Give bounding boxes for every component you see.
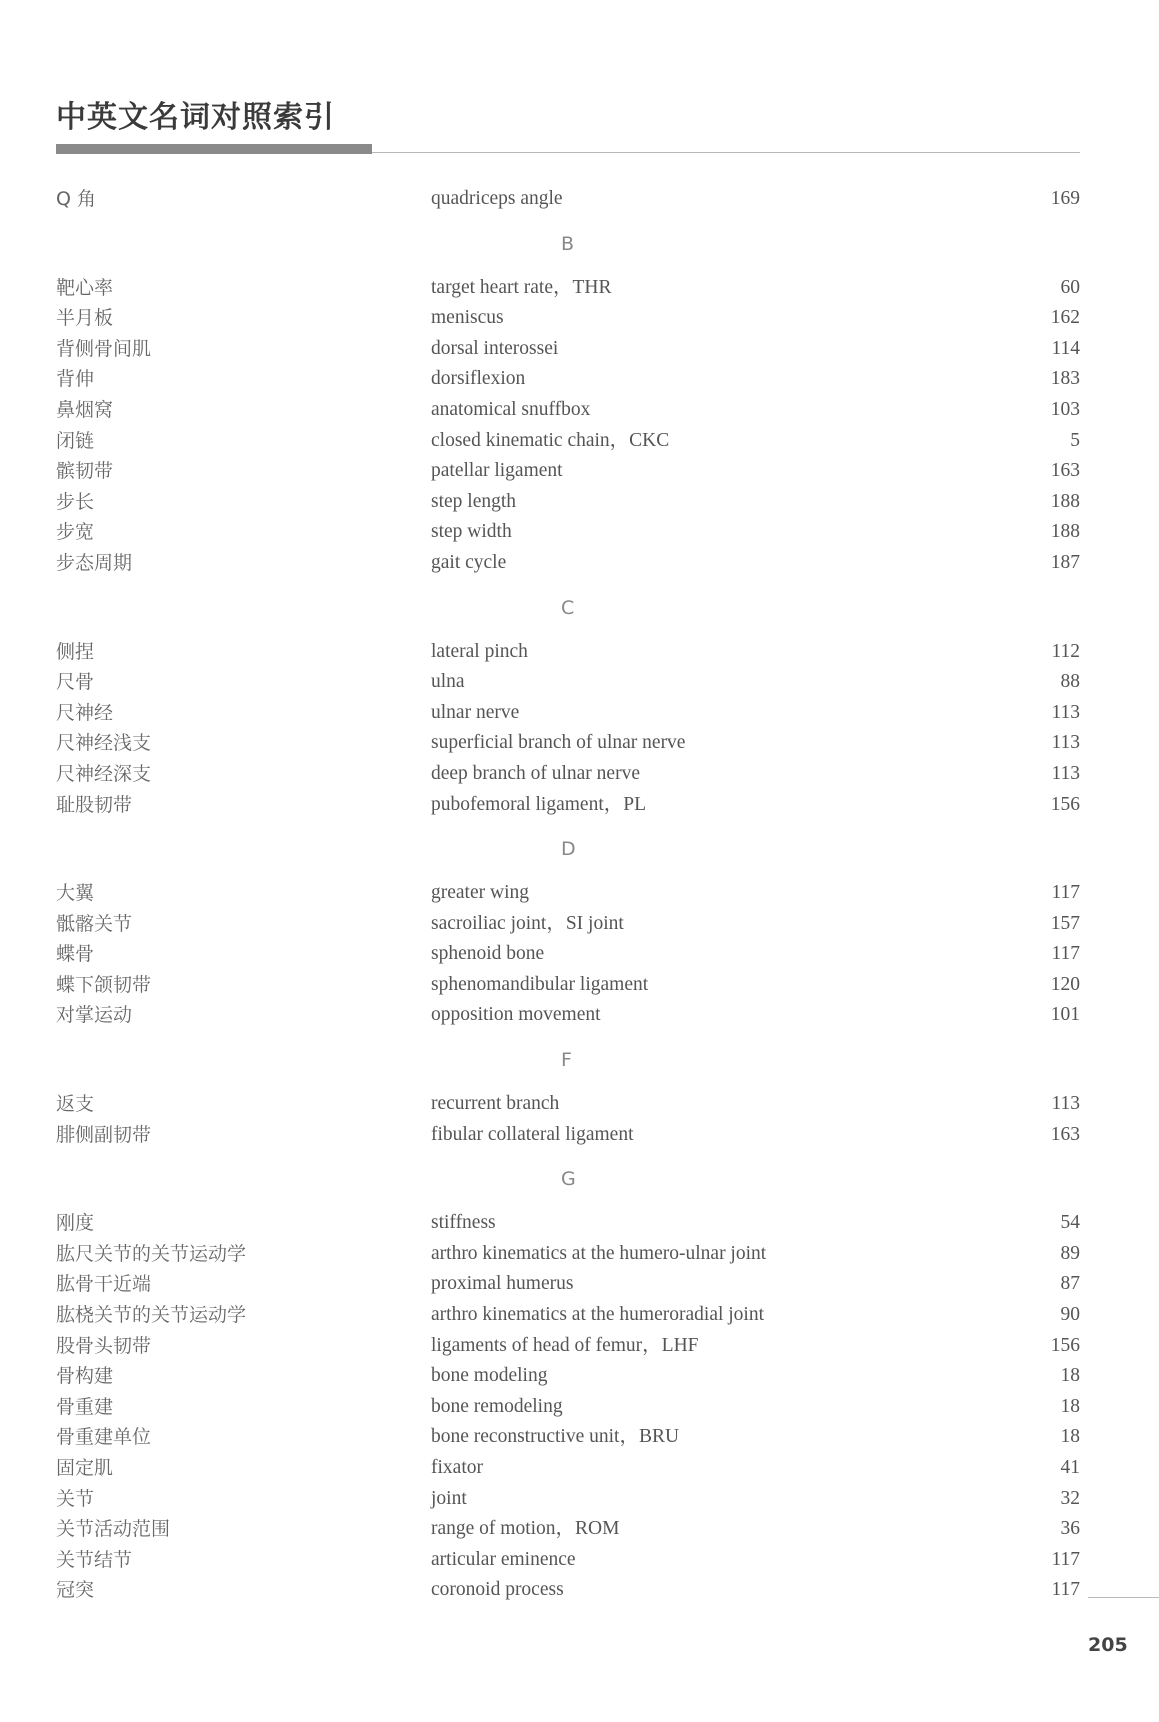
- entry-page-ref: 41: [1060, 1457, 1080, 1478]
- entry-chinese-term: 尺神经浅支: [56, 732, 152, 755]
- entry-page-ref: 157: [1050, 912, 1080, 934]
- entry-chinese-term: 返支: [56, 1093, 95, 1116]
- entry-chinese-term: 骨构建: [56, 1365, 114, 1388]
- index-entry: [56, 1239, 1080, 1270]
- index-entry: [56, 426, 1080, 457]
- entry-chinese-term: 尺神经: [56, 701, 114, 724]
- entry-page-ref: 113: [1051, 732, 1080, 754]
- entry-chinese-term: 肱骨干近端: [56, 1273, 152, 1296]
- entry-page-ref: 90: [1060, 1304, 1080, 1326]
- index-section: [56, 593, 1080, 835]
- entry-english-term: sphenomandibular ligament: [431, 973, 649, 995]
- entry-page-ref: 113: [1051, 1093, 1080, 1115]
- entry-english-term: ulnar nerve: [431, 701, 520, 723]
- entry-english-term: sphenoid bone: [431, 943, 545, 965]
- entry-chinese-term: 步长: [56, 490, 95, 513]
- index-section: [56, 1045, 1080, 1164]
- entry-chinese-term: 尺神经深支: [56, 762, 152, 785]
- index-entry: [56, 1208, 1080, 1239]
- index-entry: [56, 790, 1080, 821]
- entry-page-ref: 188: [1050, 521, 1080, 543]
- entry-page-ref: 89: [1060, 1242, 1080, 1264]
- index-entry: [56, 1453, 1080, 1484]
- entry-english-term: bone remodeling: [431, 1395, 563, 1417]
- index-entry: [56, 456, 1080, 487]
- entry-english-term: arthro kinematics at the humeroradial joint: [431, 1304, 765, 1326]
- index-entry: [56, 1422, 1080, 1453]
- entry-page-ref: 114: [1051, 337, 1080, 359]
- index-entry: [56, 1000, 1080, 1031]
- entry-chinese-term: 步态周期: [56, 551, 133, 574]
- section-letter: B: [561, 232, 575, 255]
- entry-page-ref: 18: [1060, 1395, 1080, 1417]
- entry-english-term: ulna: [431, 671, 465, 693]
- section-gap: [56, 1031, 1080, 1045]
- section-gap: [56, 1150, 1080, 1164]
- index-entry: [56, 1514, 1080, 1545]
- index-entry: [56, 334, 1080, 365]
- entry-english-term: anatomical snuffbox: [431, 398, 591, 420]
- entry-chinese-term: 肱尺关节的关节运动学: [56, 1242, 247, 1265]
- entry-chinese-term: 髌韧带: [56, 460, 114, 483]
- index-entry: [56, 637, 1080, 668]
- entry-page-ref: 117: [1051, 1579, 1080, 1601]
- entry-page-ref: 112: [1051, 640, 1080, 662]
- index-entry: [56, 728, 1080, 759]
- section-letter: G: [561, 1168, 576, 1191]
- entry-english-term: bone modeling: [431, 1365, 548, 1387]
- entry-english-term: ligaments of head of femur，LHF: [431, 1334, 699, 1356]
- index-entry: [56, 273, 1080, 304]
- entry-english-term: fibular collateral ligament: [431, 1123, 634, 1145]
- index-entry: [56, 1300, 1080, 1331]
- index-entry: [56, 759, 1080, 790]
- entry-chinese-term: 背伸: [56, 368, 95, 391]
- entry-english-term: patellar ligament: [431, 460, 563, 482]
- entry-english-term: bone reconstructive unit，BRU: [431, 1426, 680, 1448]
- entry-english-term: stiffness: [431, 1212, 496, 1234]
- entry-chinese-term: 刚度: [56, 1212, 95, 1235]
- entry-english-term: sacroiliac joint，SI joint: [431, 912, 624, 934]
- entry-english-term: gait cycle: [431, 551, 507, 573]
- entry-chinese-term: 耻股韧带: [56, 793, 133, 816]
- entry-page-ref: 101: [1050, 1004, 1080, 1026]
- entry-english-term: fixator: [431, 1457, 483, 1478]
- entry-english-term: range of motion，ROM: [431, 1518, 620, 1540]
- entry-english-term: greater wing: [431, 882, 529, 904]
- index-entry: [56, 970, 1080, 1001]
- section-gap: [56, 1075, 1080, 1089]
- entry-chinese-term: 靶心率: [56, 276, 114, 299]
- entry-page-ref: 18: [1060, 1426, 1080, 1448]
- index-list: [56, 184, 1080, 1606]
- entry-english-term: recurrent branch: [431, 1093, 560, 1115]
- index-entry: [56, 303, 1080, 334]
- entry-page-ref: 162: [1050, 307, 1080, 329]
- entry-page-ref: 169: [1050, 188, 1080, 209]
- entry-english-term: lateral pinch: [431, 640, 528, 662]
- entry-page-ref: 32: [1060, 1487, 1080, 1509]
- index-entry: [56, 1361, 1080, 1392]
- section-letter: F: [561, 1049, 572, 1072]
- entry-chinese-term: 大翼: [56, 882, 95, 905]
- entry-chinese-term: 步宽: [56, 521, 95, 544]
- entry-chinese-term: 骶髂关节: [56, 912, 133, 935]
- entry-page-ref: 5: [1070, 429, 1080, 451]
- entry-page-ref: 88: [1060, 671, 1080, 693]
- index-entry: [56, 1575, 1080, 1606]
- section-gap: [56, 579, 1080, 593]
- entry-page-ref: 163: [1050, 1123, 1080, 1145]
- index-entry: [56, 1484, 1080, 1515]
- entry-page-ref: 187: [1050, 551, 1080, 573]
- entry-chinese-term: 侧捏: [56, 640, 95, 663]
- entry-chinese-term: 蝶下颌韧带: [56, 973, 152, 996]
- index-entry: [56, 939, 1080, 970]
- entry-english-term: closed kinematic chain，CKC: [431, 429, 670, 451]
- title-rule-thin: [372, 152, 1080, 153]
- title-rule: [56, 144, 1080, 156]
- entry-page-ref: 188: [1050, 490, 1080, 512]
- entry-english-term: target heart rate，THR: [431, 276, 612, 298]
- index-entry: [56, 548, 1080, 579]
- section-letter: D: [561, 838, 576, 861]
- section-gap: [56, 259, 1080, 273]
- entry-page-ref: 113: [1051, 762, 1080, 784]
- entry-chinese-term: 对掌运动: [56, 1004, 133, 1027]
- entry-chinese-term: 半月板: [56, 307, 114, 330]
- section-gap: [56, 215, 1080, 229]
- entry-english-term: step length: [431, 490, 517, 512]
- entry-english-term: pubofemoral ligament，PL: [431, 793, 646, 815]
- entry-chinese-term: 肱桡关节的关节运动学: [56, 1304, 247, 1327]
- entry-chinese-term: 尺骨: [56, 671, 95, 694]
- entry-chinese-term: 鼻烟窝: [56, 398, 114, 421]
- entry-english-term: dorsiflexion: [431, 368, 526, 390]
- entry-chinese-term: Q 角: [56, 188, 96, 210]
- index-entry: [56, 1392, 1080, 1423]
- entry-english-term: step width: [431, 521, 512, 543]
- section-gap: [56, 623, 1080, 637]
- index-section: [56, 229, 1080, 593]
- entry-page-ref: 36: [1060, 1518, 1080, 1540]
- entry-page-ref: 120: [1050, 973, 1080, 995]
- entry-english-term: dorsal interossei: [431, 337, 559, 359]
- section-gap: [56, 864, 1080, 878]
- entry-page-ref: 117: [1051, 882, 1080, 904]
- entry-english-term: joint: [431, 1487, 467, 1509]
- entry-chinese-term: 腓侧副韧带: [56, 1123, 152, 1146]
- section-gap: [56, 1194, 1080, 1208]
- entry-english-term: quadriceps angle: [431, 188, 563, 209]
- entry-english-term: articular eminence: [431, 1548, 576, 1570]
- index-entry: [56, 364, 1080, 395]
- entry-english-term: coronoid process: [431, 1579, 564, 1601]
- entry-english-term: meniscus: [431, 307, 504, 329]
- index-entry: [56, 184, 1080, 215]
- title-rule-thick: [56, 144, 372, 154]
- footer-rule: [1088, 1597, 1159, 1598]
- section-gap: [56, 820, 1080, 834]
- entry-english-term: opposition movement: [431, 1004, 601, 1026]
- index-entry: [56, 878, 1080, 909]
- index-section: [56, 834, 1080, 1045]
- index-entry: [56, 1331, 1080, 1362]
- section-letter: C: [561, 596, 575, 619]
- entry-chinese-term: 蝶骨: [56, 943, 95, 966]
- entry-chinese-term: 固定肌: [56, 1457, 114, 1479]
- page-title: 中英文名词对照索引: [56, 100, 335, 135]
- entry-english-term: deep branch of ulnar nerve: [431, 762, 640, 784]
- entry-english-term: proximal humerus: [431, 1273, 574, 1295]
- index-entry: [56, 1120, 1080, 1151]
- entry-english-term: superficial branch of ulnar nerve: [431, 732, 686, 754]
- page-number: 205: [1088, 1634, 1128, 1656]
- entry-page-ref: 18: [1060, 1365, 1080, 1387]
- index-section: [56, 1164, 1080, 1606]
- entry-chinese-term: 骨重建: [56, 1395, 114, 1418]
- index-entry: [56, 517, 1080, 548]
- index-entry: [56, 1545, 1080, 1576]
- index-entry: [56, 1089, 1080, 1120]
- entry-chinese-term: 关节活动范围: [56, 1518, 171, 1541]
- entry-page-ref: 60: [1060, 276, 1080, 298]
- entry-page-ref: 103: [1050, 398, 1080, 420]
- entry-chinese-term: 冠突: [56, 1579, 95, 1602]
- entry-page-ref: 113: [1051, 701, 1080, 723]
- entry-page-ref: 117: [1051, 1548, 1080, 1570]
- entry-page-ref: 183: [1050, 368, 1080, 390]
- entry-chinese-term: 骨重建单位: [56, 1426, 152, 1449]
- entry-chinese-term: 关节: [56, 1487, 95, 1510]
- entry-chinese-term: 关节结节: [56, 1548, 133, 1571]
- index-entry: [56, 667, 1080, 698]
- entry-page-ref: 54: [1060, 1212, 1080, 1234]
- entry-page-ref: 87: [1060, 1273, 1080, 1295]
- index-entry: [56, 487, 1080, 518]
- index-entry: [56, 1269, 1080, 1300]
- index-section: [56, 184, 1080, 229]
- page-header: [56, 96, 1080, 156]
- entry-page-ref: 156: [1050, 793, 1080, 815]
- entry-chinese-term: 背侧骨间肌: [56, 337, 152, 360]
- entry-page-ref: 156: [1050, 1334, 1080, 1356]
- entry-english-term: arthro kinematics at the humero-ulnar joint: [431, 1242, 767, 1264]
- entry-page-ref: 163: [1050, 460, 1080, 482]
- entry-page-ref: 117: [1051, 943, 1080, 965]
- index-entry: [56, 909, 1080, 940]
- entry-chinese-term: 闭链: [56, 429, 95, 452]
- index-entry: [56, 395, 1080, 426]
- index-entry: [56, 698, 1080, 729]
- entry-chinese-term: 股骨头韧带: [56, 1334, 152, 1357]
